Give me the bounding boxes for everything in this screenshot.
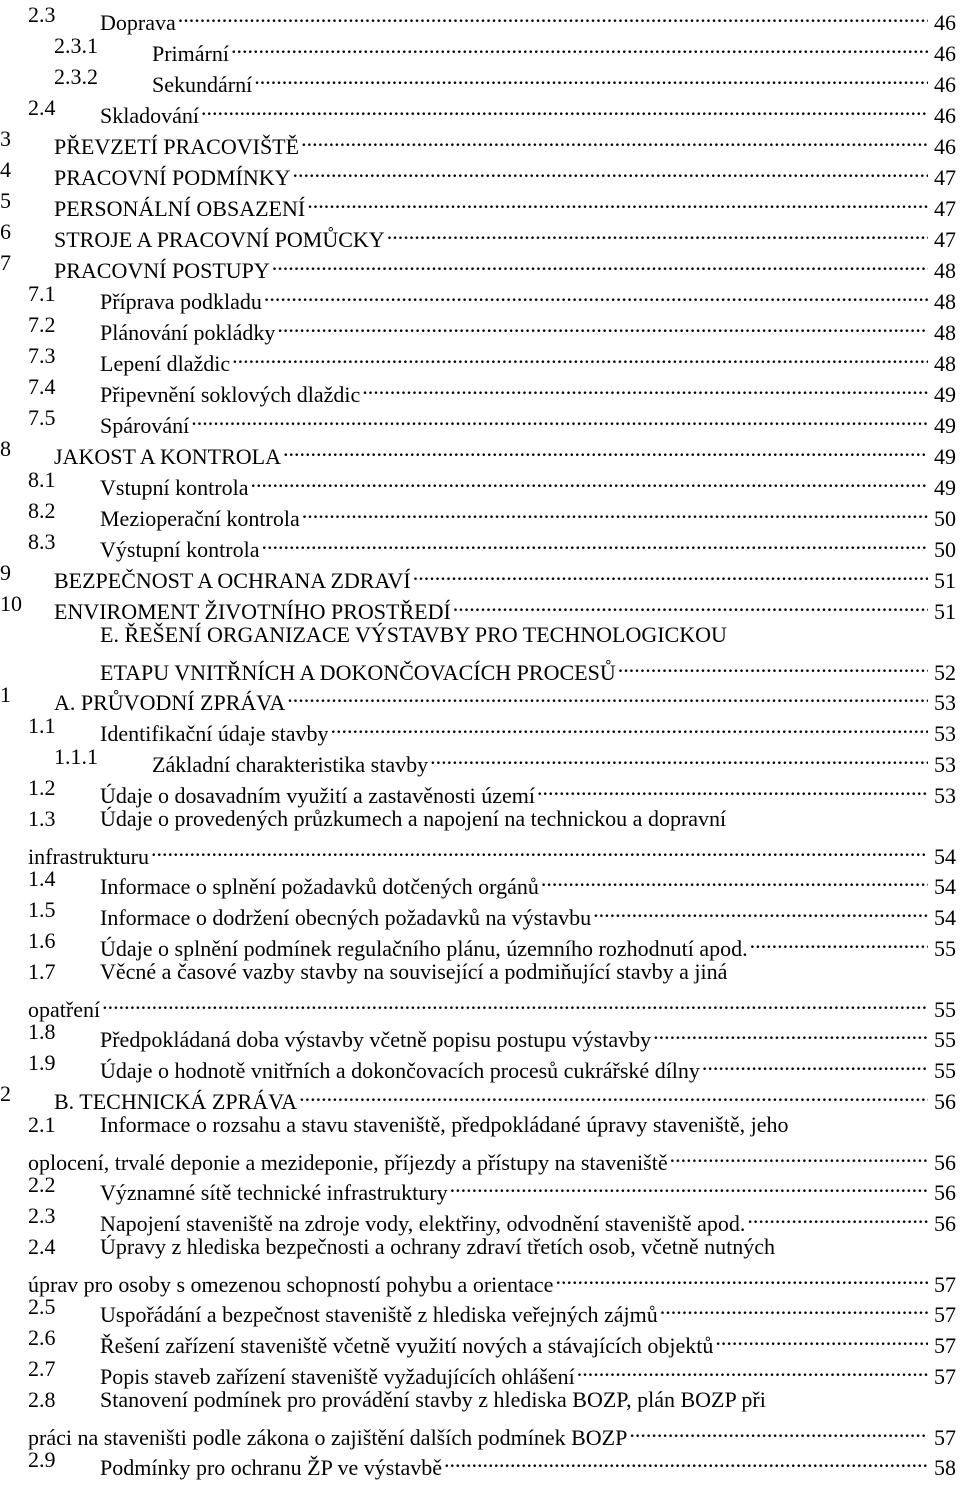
toc-leader-dots xyxy=(413,558,928,588)
toc-page-number: 55 xyxy=(934,997,956,1022)
toc-leader-dots xyxy=(201,93,928,123)
toc-number: 2.3.1 xyxy=(54,33,98,58)
toc-title: JAKOST A KONTROLA xyxy=(54,444,281,469)
toc-title: Mezioperační kontrola xyxy=(100,506,300,531)
toc-page-number: 47 xyxy=(934,165,956,190)
toc-entry[interactable] xyxy=(0,1170,956,1205)
toc-number: 2.5 xyxy=(28,1294,56,1319)
toc-number: 7.2 xyxy=(28,312,56,337)
toc-title: Informace o dodržení obecných požadavků na výstavbu xyxy=(100,905,592,930)
toc-title: ENVIROMENT ŽIVOTNÍHO PROSTŘEDÍ xyxy=(54,599,451,624)
toc-number: 2.8 xyxy=(28,1387,56,1412)
toc-leader-dots xyxy=(750,926,928,956)
toc-number: 7 xyxy=(0,250,11,275)
toc-entry[interactable] xyxy=(0,558,956,593)
toc-page-number: 57 xyxy=(934,1333,956,1358)
toc-title: Vstupní kontrola xyxy=(100,475,249,500)
toc-entry[interactable] xyxy=(0,926,956,961)
toc-title-continuation: infrastrukturu xyxy=(28,844,149,869)
toc-entry[interactable] xyxy=(0,1079,956,1114)
toc-number: 1.9 xyxy=(28,1050,56,1075)
toc-page-number: 49 xyxy=(934,475,956,500)
toc-leader-dots xyxy=(272,248,928,278)
toc-title: Předpokládaná doba výstavby včetně popisu postupu výstavby xyxy=(100,1027,652,1052)
toc-entry[interactable] xyxy=(0,434,956,469)
toc-page-number: 47 xyxy=(934,196,956,221)
toc-leader-dots xyxy=(264,279,928,309)
toc-number: 1.8 xyxy=(28,1019,56,1044)
toc-leader-dots xyxy=(302,496,928,526)
toc-entry[interactable] xyxy=(0,310,956,345)
toc-leader-dots xyxy=(362,372,928,402)
toc-page-number: 49 xyxy=(934,413,956,438)
toc-entry[interactable] xyxy=(0,217,956,252)
toc-number: 2.6 xyxy=(28,1325,56,1350)
toc-title: Úpravy z hlediska bezpečnosti a ochrany zdraví třetích osob, včetně nutných xyxy=(100,1234,776,1259)
toc-number: 2.2 xyxy=(28,1172,56,1197)
toc-leader-dots xyxy=(537,773,928,803)
toc-leader-dots xyxy=(660,1292,928,1322)
toc-title: PRACOVNÍ PODMÍNKY xyxy=(54,165,291,190)
toc-page-number: 53 xyxy=(934,783,956,808)
toc-title: B. TECHNICKÁ ZPRÁVA xyxy=(54,1089,298,1114)
toc-number: 7.4 xyxy=(28,374,56,399)
toc-number: 2.7 xyxy=(28,1356,56,1381)
toc-page-number: 49 xyxy=(934,444,956,469)
toc-entry[interactable] xyxy=(0,0,956,35)
toc-leader-dots xyxy=(262,527,929,557)
toc-number: 7.3 xyxy=(28,343,56,368)
toc-leader-dots xyxy=(450,1170,928,1200)
toc-leader-dots xyxy=(254,62,928,92)
toc-leader-dots xyxy=(277,310,928,340)
toc-page-number: 50 xyxy=(934,537,956,562)
toc-title: A. PRŮVODNÍ ZPRÁVA xyxy=(54,690,286,715)
toc-title: Připevnění soklových dlaždic xyxy=(100,382,361,407)
toc-title: PŘEVZETÍ PRACOVIŠTĚ xyxy=(54,134,300,159)
toc-title: Údaje o provedených průzkumech a napojení na technickou a dopravní xyxy=(100,806,727,831)
toc-entry[interactable] xyxy=(0,403,956,438)
toc-entry[interactable] xyxy=(0,155,956,190)
toc-page-number: 52 xyxy=(934,660,956,685)
toc-page-number: 47 xyxy=(934,227,956,252)
toc-entry[interactable] xyxy=(0,1323,956,1358)
toc-number: 3 xyxy=(0,126,11,151)
toc-title: Popis staveb zařízení staveniště vyžadujících ohlášení xyxy=(100,1364,575,1389)
toc-leader-dots xyxy=(307,186,928,216)
toc-entry[interactable] xyxy=(0,1354,956,1389)
toc-number: 1.3 xyxy=(28,806,56,831)
toc-leader-dots xyxy=(593,895,928,925)
toc-title: E. ŘEŠENÍ ORGANIZACE VÝSTAVBY PRO TECHNOLOGICKOU xyxy=(100,622,727,647)
toc-leader-dots xyxy=(702,1048,928,1078)
toc-page-number: 48 xyxy=(934,351,956,376)
toc-page-number: 48 xyxy=(934,258,956,283)
toc-entry[interactable] xyxy=(0,804,956,869)
toc-page-number: 56 xyxy=(934,1211,956,1236)
toc-title: BEZPEČNOST A OCHRANA ZDRAVÍ xyxy=(54,568,411,593)
toc-page-number: 55 xyxy=(934,1027,956,1052)
toc-page-number: 51 xyxy=(934,599,956,624)
toc-title: Doprava xyxy=(100,10,176,35)
toc-number: 8.2 xyxy=(28,498,56,523)
toc-leader-dots xyxy=(231,31,928,61)
toc-entry[interactable] xyxy=(0,773,956,808)
toc-leader-dots xyxy=(618,650,928,680)
toc-title: STROJE A PRACOVNÍ POMŮCKY xyxy=(54,227,385,252)
toc-leader-dots xyxy=(251,465,929,495)
toc-entry[interactable] xyxy=(0,1292,956,1327)
toc-entry[interactable] xyxy=(0,864,956,899)
toc-number: 6 xyxy=(0,219,11,244)
toc-title-continuation: práci na staveništi podle zákona o zajištění dalších podmínek BOZP xyxy=(28,1425,628,1450)
toc-leader-dots xyxy=(577,1354,928,1384)
toc-entry[interactable] xyxy=(0,680,956,715)
toc-leader-dots xyxy=(102,987,928,1017)
toc-title: Příprava podkladu xyxy=(100,289,262,314)
toc-title: Výstupní kontrola xyxy=(100,537,260,562)
toc-number: 1 xyxy=(0,682,11,707)
toc-entry[interactable] xyxy=(0,186,956,221)
toc-entry[interactable] xyxy=(0,527,956,562)
toc-number: 2.9 xyxy=(28,1447,56,1472)
toc-number: 2.3 xyxy=(28,1203,56,1228)
toc-title: Podmínky pro ochranu ŽP ve výstavbě xyxy=(100,1455,442,1480)
toc-page-number: 56 xyxy=(934,1089,956,1114)
toc-title: Primární xyxy=(152,41,229,66)
toc-number: 5 xyxy=(0,188,11,213)
toc-page-number: 57 xyxy=(934,1272,956,1297)
toc-page-number: 50 xyxy=(934,506,956,531)
toc-title: Základní charakteristika stavby xyxy=(152,752,429,777)
toc-page-number: 54 xyxy=(934,874,956,899)
toc-title-continuation: opatření xyxy=(28,997,101,1022)
toc-title: Lepení dlaždic xyxy=(100,351,231,376)
toc-number: 2.3.2 xyxy=(54,64,98,89)
toc-entry[interactable] xyxy=(0,742,956,777)
toc-title-continuation: úprav pro osoby s omezenou schopností pohybu a orientace xyxy=(28,1272,554,1297)
toc-entry[interactable] xyxy=(0,372,956,407)
toc-number: 2.4 xyxy=(28,95,56,120)
toc-number: 1.7 xyxy=(28,959,56,984)
toc-title: Stanovení podmínek pro provádění stavby z hlediska BOZP, plán BOZP při xyxy=(100,1387,766,1412)
toc-title: Spárování xyxy=(100,413,190,438)
toc-entry[interactable] xyxy=(0,279,956,314)
toc-entry[interactable] xyxy=(0,62,956,97)
toc-page-number: 54 xyxy=(934,844,956,869)
toc-entry[interactable] xyxy=(0,465,956,500)
toc-leader-dots xyxy=(301,124,928,154)
toc-page-number: 46 xyxy=(934,41,956,66)
toc-number: 2 xyxy=(0,1081,11,1106)
toc-number: 1.4 xyxy=(28,866,56,891)
toc-entry[interactable] xyxy=(0,248,956,283)
toc-leader-dots xyxy=(715,1323,928,1353)
toc-title: Uspořádání a bezpečnost staveniště z hlediska veřejných zájmů xyxy=(100,1302,658,1327)
toc-number: 1.2 xyxy=(28,775,56,800)
toc-page-number: 48 xyxy=(934,320,956,345)
toc-leader-dots xyxy=(541,864,928,894)
toc-leader-dots xyxy=(629,1415,928,1445)
toc-leader-dots xyxy=(330,711,928,741)
toc-leader-dots xyxy=(287,680,928,710)
toc-page-number: 48 xyxy=(934,289,956,314)
toc-leader-dots xyxy=(283,434,928,464)
toc-page-number: 46 xyxy=(934,72,956,97)
toc-number: 9 xyxy=(0,560,11,585)
toc-page-number: 46 xyxy=(934,103,956,128)
toc-number: 10 xyxy=(0,591,22,616)
toc-leader-dots xyxy=(670,1140,928,1170)
toc-page-number: 54 xyxy=(934,905,956,930)
toc-leader-dots xyxy=(430,742,928,772)
toc-title: Identifikační údaje stavby xyxy=(100,721,329,746)
toc-entry[interactable] xyxy=(0,1110,956,1175)
toc-title: PERSONÁLNÍ OBSAZENÍ xyxy=(54,196,306,221)
toc-page-number: 57 xyxy=(934,1364,956,1389)
toc-leader-dots xyxy=(293,155,928,185)
toc-number: 2.1 xyxy=(28,1112,56,1137)
toc-leader-dots xyxy=(232,341,928,371)
toc-entry[interactable] xyxy=(0,957,956,1022)
toc-title: PRACOVNÍ POSTUPY xyxy=(54,258,270,283)
toc-leader-dots xyxy=(191,403,928,433)
toc-number: 2.3 xyxy=(28,2,56,27)
toc-title: Napojení staveniště na zdroje vody, elektřiny, odvodnění staveniště apod. xyxy=(100,1211,746,1236)
toc-title: Informace o rozsahu a stavu staveniště, předpokládané úpravy staveniště, jeho xyxy=(100,1112,789,1137)
toc-page-number: 57 xyxy=(934,1425,956,1450)
toc-page-number: 49 xyxy=(934,382,956,407)
toc-leader-dots xyxy=(387,217,928,247)
toc-entry[interactable] xyxy=(0,1048,956,1083)
toc-leader-dots xyxy=(444,1445,928,1475)
toc-entry[interactable] xyxy=(0,1201,956,1236)
toc-title: Sekundární xyxy=(152,72,253,97)
toc-page-number: 55 xyxy=(934,1058,956,1083)
toc-leader-dots xyxy=(555,1262,928,1292)
toc-leader-dots xyxy=(747,1201,928,1231)
toc-number: 8.1 xyxy=(28,467,56,492)
toc-number: 1.1.1 xyxy=(54,744,98,769)
toc-page-number: 56 xyxy=(934,1180,956,1205)
toc-leader-dots xyxy=(299,1079,928,1109)
toc-number: 2.4 xyxy=(28,1234,56,1259)
toc-title: Informace o splnění požadavků dotčených orgánů xyxy=(100,874,539,899)
toc-entry[interactable] xyxy=(0,1445,956,1480)
toc-entry[interactable] xyxy=(0,31,956,66)
toc-page-number: 46 xyxy=(934,134,956,159)
toc-title: Údaje o hodnotě vnitřních a dokončovacích procesů cukrářské dílny xyxy=(100,1058,700,1083)
toc-entry[interactable] xyxy=(0,93,956,128)
toc-title: Věcné a časové vazby stavby na související a podmiňující stavby a jiná xyxy=(100,959,728,984)
toc-leader-dots xyxy=(453,589,928,619)
toc-leader-dots xyxy=(178,0,928,30)
toc-page-number: 53 xyxy=(934,752,956,777)
toc-page-number: 57 xyxy=(934,1302,956,1327)
toc-number: 7.5 xyxy=(28,405,56,430)
toc-entry[interactable] xyxy=(0,341,956,376)
toc-number: 1.1 xyxy=(28,713,56,738)
toc-entry[interactable] xyxy=(0,1232,956,1297)
toc-title: Významné sítě technické infrastruktury xyxy=(100,1180,448,1205)
toc-title: Údaje o dosavadním využití a zastavěnosti území xyxy=(100,783,535,808)
toc-page-number: 51 xyxy=(934,568,956,593)
toc-leader-dots xyxy=(653,1017,928,1047)
toc-number: 8.3 xyxy=(28,529,56,554)
toc-title: Údaje o splnění podmínek regulačního plánu, územního rozhodnutí apod. xyxy=(100,936,748,961)
toc-number: 1.5 xyxy=(28,897,56,922)
toc-entry[interactable] xyxy=(0,620,956,685)
toc-entry[interactable] xyxy=(0,711,956,746)
toc-entry[interactable] xyxy=(0,895,956,930)
toc-number: 8 xyxy=(0,436,11,461)
toc-page-number: 53 xyxy=(934,690,956,715)
toc-title: Plánování pokládky xyxy=(100,320,276,345)
toc-title: Skladování xyxy=(100,103,199,128)
toc-number: 4 xyxy=(0,157,11,182)
toc-entry[interactable] xyxy=(0,124,956,159)
toc-page-number: 58 xyxy=(934,1455,956,1480)
toc-title-continuation: ETAPU VNITŘNÍCH A DOKONČOVACÍCH PROCESŮ xyxy=(100,660,616,685)
toc-title-continuation: oplocení, trvalé deponie a mezideponie, příjezdy a přístupy na staveniště xyxy=(28,1150,668,1175)
toc-number: 1.6 xyxy=(28,928,56,953)
toc-number: 7.1 xyxy=(28,281,56,306)
toc-page-number: 55 xyxy=(934,936,956,961)
toc-entry[interactable] xyxy=(0,1017,956,1052)
toc-page-number: 56 xyxy=(934,1150,956,1175)
toc-entry[interactable] xyxy=(0,1385,956,1450)
toc-page-number: 46 xyxy=(934,10,956,35)
toc-entry[interactable] xyxy=(0,496,956,531)
toc-page-number: 53 xyxy=(934,721,956,746)
toc-title: Řešení zařízení staveniště včetně využití nových a stávajících objektů xyxy=(100,1333,714,1358)
toc-leader-dots xyxy=(151,834,928,864)
toc-entry[interactable] xyxy=(0,589,956,624)
